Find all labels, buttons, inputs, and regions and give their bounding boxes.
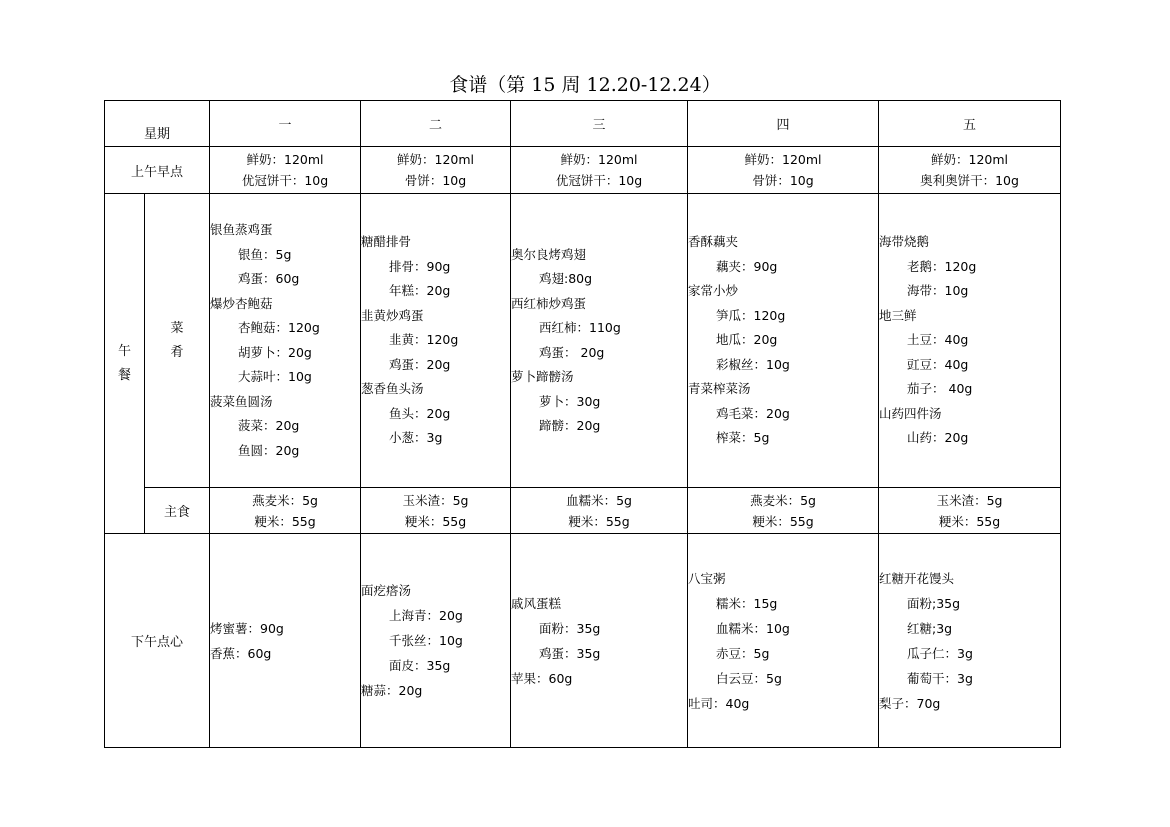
ingredient-item: 蹄髈：20g: [539, 418, 601, 433]
ingredient-item: 鸡翅:80g: [539, 271, 593, 286]
dishes-label-char: 菜: [170, 320, 184, 336]
menu-item: 鲜奶：120ml: [744, 152, 822, 167]
dishes-cell: [210, 194, 361, 488]
afternoon-snack-cell: [511, 534, 688, 748]
weekday-header-cell: 三: [511, 101, 688, 147]
menu-item: 菠菜鱼圆汤: [210, 393, 273, 409]
morning-snack-cell: [511, 147, 688, 194]
ingredient-item: 葡萄干：3g: [907, 670, 973, 686]
menu-item: 吐司：40g: [688, 695, 750, 711]
menu-item: 戚风蛋糕: [511, 595, 562, 611]
menu-item: 燕麦米：5g: [750, 492, 816, 508]
morning-snack-cell: [361, 147, 511, 194]
menu-item: 香蕉：60g: [210, 645, 272, 661]
weekday-header-cell: 四: [688, 101, 879, 147]
menu-item: 优冠饼干：10g: [241, 173, 329, 188]
menu-item: 海带烧鹅: [879, 234, 930, 250]
ingredient-item: 鸡蛋：35g: [539, 645, 601, 661]
menu-item: 粳米：55g: [254, 513, 316, 529]
ingredient-item: 血糯米：10g: [716, 620, 790, 636]
staple-cell: [879, 488, 1061, 534]
menu-item: 粳米：55g: [938, 513, 1001, 529]
morning-snack-cell: [210, 147, 361, 194]
menu-item: 玉米渣：5g: [936, 492, 1003, 508]
ingredient-item: 白云豆：5g: [716, 670, 782, 686]
menu-item: 血糯米：5g: [566, 492, 632, 508]
menu-item: 梨子：70g: [879, 695, 941, 711]
ingredient-item: 面粉;35g: [907, 595, 961, 611]
morning-snack-label: 上午早点: [105, 147, 210, 194]
ingredient-item: 面粉：35g: [539, 620, 601, 636]
lunch-dishes-row: [105, 194, 1061, 488]
ingredient-item: 土豆：40g: [907, 332, 969, 348]
ingredient-item: 大蒜叶：10g: [238, 369, 312, 384]
menu-item: 骨饼：10g: [752, 173, 814, 188]
page-title: 食谱（第 15 周 12.20-12.24）: [449, 74, 721, 96]
ingredient-item: 豇豆：40g: [907, 356, 969, 372]
ingredient-item: 胡萝卜：20g: [238, 344, 312, 360]
afternoon-snack-cell: [688, 534, 879, 748]
morning-snack-row: [105, 147, 1061, 194]
staple-label: 主食: [145, 488, 210, 534]
ingredient-item: 面皮：35g: [389, 658, 451, 673]
ingredient-item: 瓜子仁：3g: [907, 645, 973, 661]
menu-item: 八宝粥: [688, 570, 726, 586]
ingredient-item: 鱼头：20g: [389, 405, 451, 421]
ingredient-item: 山药：20g: [907, 430, 969, 446]
menu-item: 烤蜜薯：90g: [210, 620, 284, 636]
staple-cell: [361, 488, 511, 534]
ingredient-item: 鸡毛菜：20g: [716, 405, 790, 421]
dishes-label-char: 肴: [170, 344, 184, 360]
menu-item: 燕麦米：5g: [252, 492, 318, 508]
menu-item: 鲜奶：120ml: [397, 152, 475, 167]
ingredient-item: 西红柿：110g: [539, 320, 621, 335]
lunch-staple-row: [105, 488, 1061, 534]
menu-item: 糖蒜：20g: [361, 683, 423, 698]
ingredient-item: 韭黄：120g: [389, 332, 459, 348]
menu-item: 爆炒杏鲍菇: [210, 295, 273, 311]
ingredient-item: 红糖;3g: [907, 620, 953, 636]
menu-item: 青菜榨菜汤: [688, 381, 751, 397]
weekday-row-label: 星期: [105, 101, 210, 147]
dishes-label: [145, 194, 210, 488]
menu-item: 红糖开花馒头: [879, 570, 955, 586]
morning-snack-cell: [879, 147, 1061, 194]
dishes-cell: [511, 194, 688, 488]
ingredient-item: 萝卜：30g: [539, 393, 601, 409]
menu-item: 西红柿炒鸡蛋: [511, 295, 587, 311]
ingredient-item: 鸡蛋：20g: [389, 356, 451, 372]
menu-item: 优冠饼干：10g: [555, 173, 643, 188]
ingredient-item: 银鱼：5g: [238, 246, 292, 262]
ingredient-item: 菠菜：20g: [238, 418, 300, 433]
lunch-label-char: 午: [117, 343, 131, 359]
lunch-label: [105, 194, 145, 534]
dishes-cell: [361, 194, 511, 488]
ingredient-item: 鸡蛋：60g: [238, 271, 300, 286]
ingredient-item: 糯米：15g: [716, 595, 778, 611]
ingredient-item: 赤豆：5g: [716, 645, 770, 661]
staple-cell: [511, 488, 688, 534]
morning-snack-cell: [688, 147, 879, 194]
weekly-menu-table: [104, 100, 1061, 748]
ingredient-item: 年糕：20g: [389, 283, 451, 299]
lunch-label-char: 餐: [117, 367, 131, 383]
menu-item: 粳米：55g: [404, 513, 467, 529]
ingredient-item: 彩椒丝：10g: [716, 356, 790, 372]
ingredient-item: 千张丝：10g: [389, 633, 463, 648]
menu-item: 奥利奥饼干：10g: [920, 173, 1019, 188]
menu-item: 鲜奶：120ml: [560, 152, 638, 167]
menu-item: 玉米渣：5g: [402, 492, 469, 508]
weekday-header-row: [105, 101, 1061, 147]
ingredient-item: 海带：10g: [907, 283, 969, 299]
menu-item: 粳米：55g: [752, 513, 814, 529]
ingredient-item: 上海青：20g: [389, 608, 463, 623]
staple-cell: [210, 488, 361, 534]
menu-item: 家常小炒: [688, 283, 739, 299]
menu-item: 骨饼：10g: [404, 173, 467, 188]
ingredient-item: 老鹅：120g: [907, 258, 977, 274]
menu-item: 面疙瘩汤: [361, 583, 412, 598]
afternoon-snack-cell: [879, 534, 1061, 748]
menu-item: 山药四件汤: [879, 405, 942, 421]
menu-item: 苹果：60g: [511, 670, 573, 686]
ingredient-item: 鸡蛋： 20g: [539, 344, 605, 360]
ingredient-item: 茄子： 40g: [907, 381, 973, 397]
staple-cell: [688, 488, 879, 534]
dishes-cell: [688, 194, 879, 488]
menu-item: 银鱼蒸鸡蛋: [210, 222, 273, 237]
weekday-header-cell: 二: [361, 101, 511, 147]
ingredient-item: 小葱：3g: [389, 430, 443, 446]
ingredient-item: 榨菜：5g: [716, 430, 770, 446]
weekday-header-cell: 一: [210, 101, 361, 147]
menu-item: 粳米：55g: [568, 513, 630, 529]
ingredient-item: 笋瓜：120g: [716, 307, 786, 323]
menu-item: 鲜奶：120ml: [931, 152, 1009, 167]
menu-item: 萝卜蹄髈汤: [511, 369, 574, 384]
ingredient-item: 杏鲍菇：120g: [238, 320, 320, 335]
afternoon-snack-cell: [210, 534, 361, 748]
menu-item: 香酥藕夹: [688, 234, 739, 250]
menu-item: 奥尔良烤鸡翅: [511, 246, 587, 262]
afternoon-snack-cell: [361, 534, 511, 748]
weekday-header-cell: 五: [879, 101, 1061, 147]
menu-item: 葱香鱼头汤: [361, 381, 424, 397]
ingredient-item: 排骨：90g: [389, 258, 451, 274]
afternoon-snack-label: 下午点心: [105, 534, 210, 748]
menu-item: 地三鲜: [879, 307, 917, 323]
ingredient-item: 鱼圆：20g: [238, 442, 300, 458]
ingredient-item: 藕夹：90g: [716, 258, 778, 274]
ingredient-item: 地瓜：20g: [716, 332, 778, 348]
menu-item: 鲜奶：120ml: [246, 152, 324, 167]
menu-item: 糖醋排骨: [361, 234, 412, 250]
dishes-cell: [879, 194, 1061, 488]
menu-item: 韭黄炒鸡蛋: [361, 307, 424, 323]
afternoon-snack-row: [105, 534, 1061, 748]
